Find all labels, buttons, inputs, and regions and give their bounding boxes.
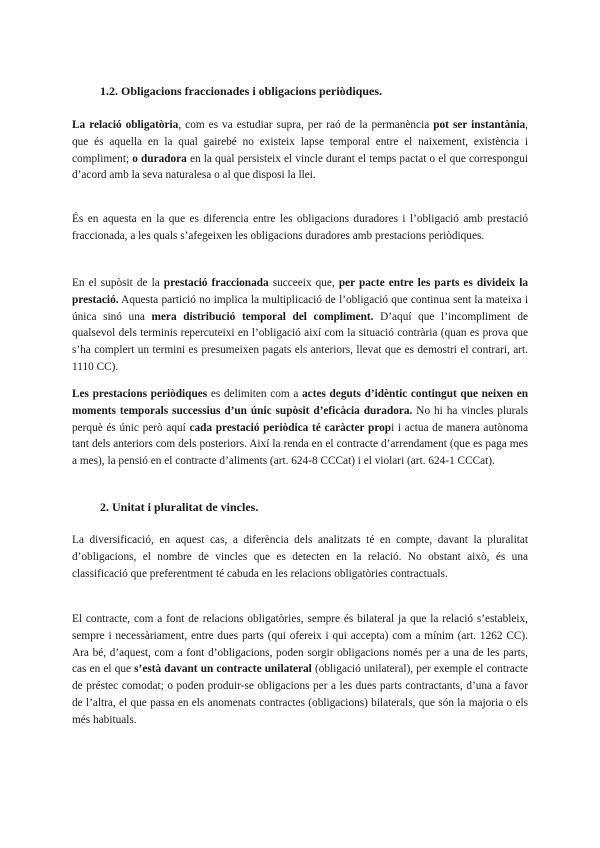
paragraph-diversificacio: [72, 532, 528, 582]
section-heading-2: 2. Unitat i pluralitat de vincles.: [100, 500, 259, 514]
paragraph-prestacions-periodiques: [72, 386, 528, 470]
paragraph-prestacio-fraccionada: [72, 275, 528, 376]
paragraph-obligacions-duradores: [72, 211, 528, 245]
section-heading-1-2: 1.2. Obligacions fraccionades i obligacions periòdiques.: [100, 84, 383, 98]
bold-text-run: per pacte entre les parts es divideix la prestació.: [72, 277, 529, 306]
paragraph-contracte: [72, 611, 528, 729]
text-run: Aquesta partició no implica la multiplicació de l’obligació que continua sent la mateixa i única sinó una: [72, 293, 528, 323]
text-run: El contracte, com a font de relacions obligatòries, sempre és bilateral ja que la relació s’estableix, sempre i necessàriament, entre dues parts (qui ofereix i qui accepta) com a mínim (art. 1262 CC). Ara bé, d’aquest, com a font d’obligacions, poden sorgir obligacions només per a una de les parts, cas en el que: [72, 613, 528, 676]
text-run: en la qual persisteix el vincle durant el temps pactat o el que correspongui d’acord amb la seva naturalesa o al que disposi la llei.: [72, 152, 528, 182]
text-run: succeeix que,: [268, 277, 339, 289]
text-run: És en aquesta en la que es diferencia entre les obligacions duradores i l’obligació amb prestació fraccionada, a les quals s’afegeixen les obligacions duradores amb prestacions periòdiques.: [72, 213, 528, 242]
text-run: , com es va estudiar supra, per raó de la permanència: [178, 119, 434, 131]
text-run: , que és aquella en la qual gairebé no existeix lapse temporal entre el naixement, existència i compliment;: [72, 119, 528, 165]
bold-text-run: La relació obligatòria: [72, 119, 179, 131]
bold-text-run: s’està davant un contracte unilateral: [134, 663, 312, 676]
bold-text-run: Les prestacions periòdiques: [72, 388, 208, 400]
paragraph-relacio-obligatoria: [72, 117, 528, 184]
bold-text-run: pot ser instantània: [433, 119, 526, 131]
text-run: No hi ha vincles plurals perquè és únic però aquí: [72, 404, 528, 434]
text-run: es delimiten com a: [207, 388, 303, 400]
bold-text-run: mera distribució temporal del compliment.: [151, 310, 374, 323]
text-run: D’aquí que l’incompliment de qualsevol dels terminis repercuteixi en l’obligació així com la situació contrària (quan es prova que s’ha complert un termini es presumeixen pagats els anteriors, llevat que es demostri el contrari, art. 1110 CC).: [72, 310, 528, 373]
bold-text-run: cada prestació periòdica té caràcter prop: [189, 421, 392, 434]
bold-text-run: prestació fraccionada: [163, 277, 269, 289]
text-run: (obligació unilateral), per exemple el contracte de préstec comodat; o poden produir-se obligacions per a les dues parts contractants, d’una a favor de l’altra, el que passa en els anomenats contractes (obligacions) bilaterals, que són la majoria o els més habituals.: [72, 663, 528, 726]
text-run: En el supòsit de la: [72, 277, 164, 289]
text-run: i i actua de manera autònoma tant dels anteriors com dels posteriors. Així la renda en el contracte d’arrendament (que es paga mes a mes), la pensió en el contracte d’aliments (art. 624-8 CCCat) i el violari (art. 624-1 CCCat).: [72, 421, 528, 468]
bold-text-run: actes deguts d’idèntic contingut que neixen en moments temporals successius d’un únic supòsit d’eficàcia duradora.: [72, 388, 528, 417]
text-run: La diversificació, en aquest cas, a diferència dels analitzats té en compte, davant la pluralitat d’obligacions, el nombre de vincles que es detecten en la relació. No obstant això, és una classificació que preferentment té cabuda en les relacions obligatòries contractuals.: [72, 534, 528, 580]
bold-text-run: o duradora: [132, 152, 187, 165]
